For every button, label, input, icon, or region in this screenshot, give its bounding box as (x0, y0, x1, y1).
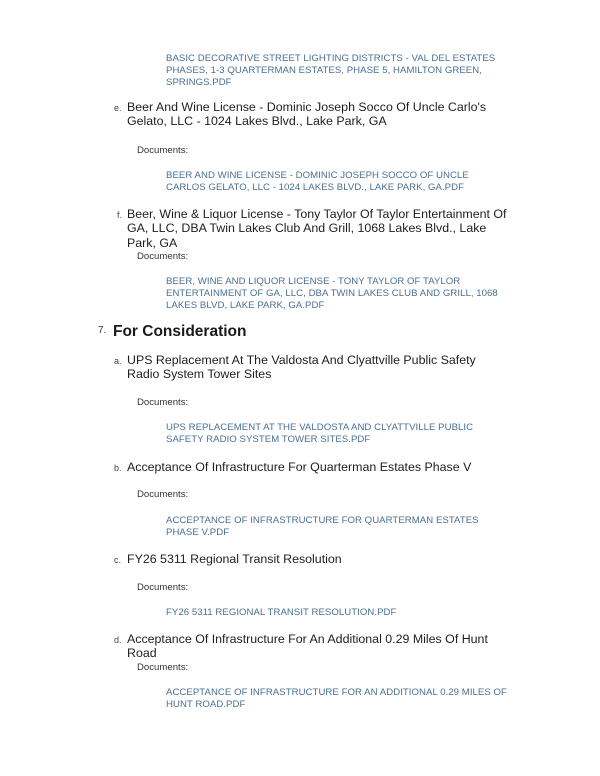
item-marker-e: e. (114, 103, 122, 113)
agenda-item-c-title: FY26 5311 Regional Transit Resolution (127, 552, 342, 566)
document-link-quarterman-estates[interactable]: ACCEPTANCE OF INFRASTRUCTURE FOR QUARTERMAN ESTATES PHASE V.PDF (166, 515, 479, 539)
document-link-street-lighting[interactable]: BASIC DECORATIVE STREET LIGHTING DISTRICTS - VAL DEL ESTATES PHASES, 1-3 QUARTERMAN ESTATES, PHASE 5, HAMILTON GREEN, SPRINGS.PDF (166, 53, 496, 89)
agenda-item-f-title: Beer, Wine & Liquor License - Tony Taylor Of Taylor Entertainment Of GA, LLC, DBA Twin Lakes Club And Grill, 1068 Lakes Blvd., Lake Park, GA (127, 207, 507, 250)
documents-label: Documents: (137, 582, 189, 593)
item-marker-b: b. (114, 463, 122, 473)
documents-label: Documents: (137, 662, 189, 673)
item-marker-d: d. (114, 635, 122, 645)
document-link-regional-transit[interactable]: FY26 5311 REGIONAL TRANSIT RESOLUTION.PDF (166, 607, 397, 618)
documents-label: Documents: (137, 251, 189, 262)
agenda-item-d-title: Acceptance Of Infrastructure For An Additional 0.29 Miles Of Hunt Road (127, 632, 488, 661)
document-link-ups-replacement[interactable]: UPS REPLACEMENT AT THE VALDOSTA AND CLYATTVILLE PUBLIC SAFETY RADIO SYSTEM TOWER SITES.PDF (166, 422, 474, 446)
section-number: 7. (98, 325, 107, 336)
document-link-liquor-license[interactable]: BEER, WINE AND LIQUOR LICENSE - TONY TAYLOR OF TAYLOR ENTERTAINMENT OF GA, LLC, DBA TWIN LAKES CLUB AND GRILL, 1068 LAKES BLVD, LAKE PARK, GA.PDF (166, 276, 498, 312)
documents-label: Documents: (137, 145, 189, 156)
documents-label: Documents: (137, 489, 189, 500)
agenda-item-e-title: Beer And Wine License - Dominic Joseph Socco Of Uncle Carlo's Gelato, LLC - 1024 Lakes Blvd., Lake Park, GA (127, 100, 487, 129)
agenda-item-b-title: Acceptance Of Infrastructure For Quarterman Estates Phase V (127, 460, 472, 474)
item-marker-c: c. (114, 555, 122, 565)
document-link-beer-wine-license[interactable]: BEER AND WINE LICENSE - DOMINIC JOSEPH SOCCO OF UNCLE CARLOS GELATO, LLC - 1024 LAKES BLVD., LAKE PARK, GA.PDF (166, 170, 469, 194)
section-heading: For Consideration (113, 323, 247, 340)
documents-label: Documents: (137, 397, 189, 408)
item-marker-a: a. (114, 356, 122, 366)
item-marker-f: f. (117, 210, 123, 220)
document-link-hunt-road[interactable]: ACCEPTANCE OF INFRASTRUCTURE FOR AN ADDITIONAL 0.29 MILES OF HUNT ROAD.PDF (166, 687, 507, 711)
agenda-item-a-title: UPS Replacement At The Valdosta And Clyattville Public Safety Radio System Tower Sites (127, 353, 476, 382)
